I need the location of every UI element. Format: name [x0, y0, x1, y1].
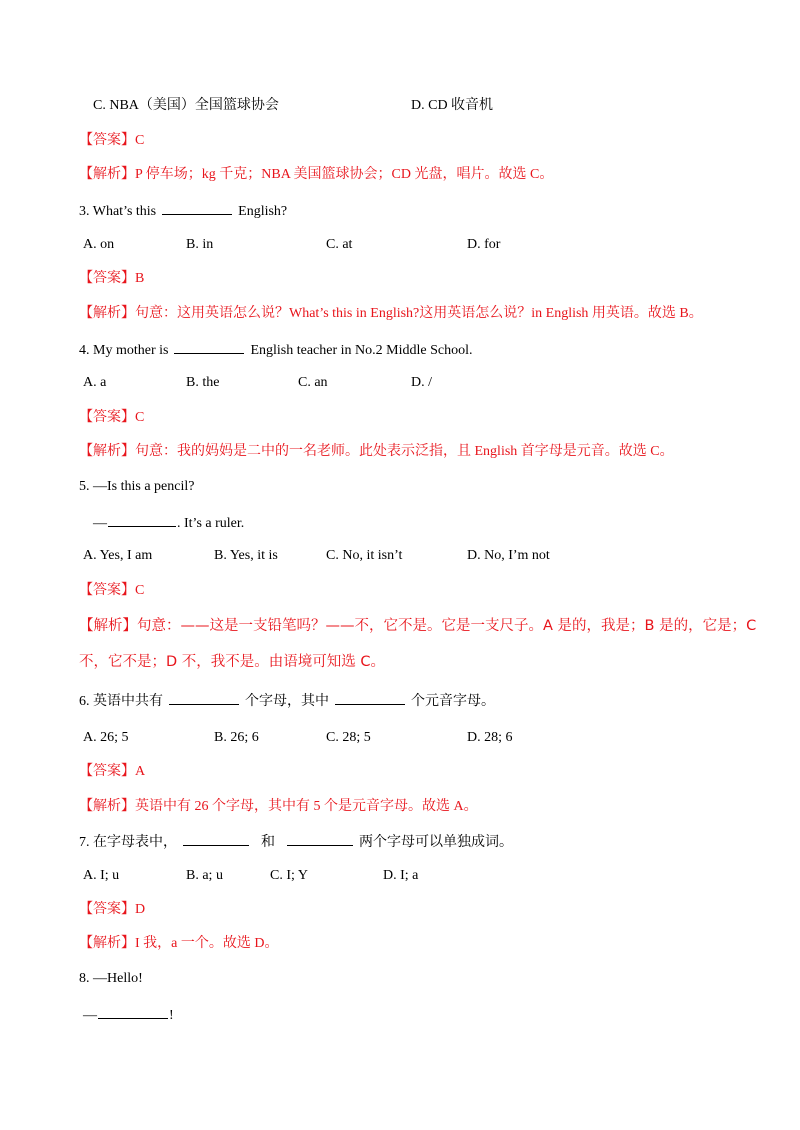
- q3-stem-start: 3. What’s this: [79, 204, 157, 219]
- q6-option-d: D. 28; 6: [467, 730, 513, 745]
- q3-option-a: A. on: [83, 237, 115, 252]
- q5-option-c: C. No, it isn’t: [326, 548, 403, 563]
- q6-stem: [79, 691, 495, 711]
- q3-stem: [79, 201, 287, 221]
- q6-analysis: 【解析】英语中有 26 个字母，其中有 5 个是元音字母。故选 A。: [79, 799, 478, 814]
- q2-option-c: C. NBA（美国）全国篮球协会: [93, 98, 279, 113]
- q5-reply: [93, 513, 244, 533]
- q8-blank: [98, 1005, 168, 1019]
- q4-option-d: D. /: [411, 375, 432, 390]
- q4-answer: 【答案】C: [79, 410, 145, 425]
- q6-stem-end: 个元音字母。: [411, 694, 495, 709]
- q4-stem-start: 4. My mother is: [79, 343, 169, 358]
- q6-blank-1: [169, 691, 239, 705]
- q8-reply-end: !: [169, 1008, 174, 1023]
- q2-option-d: D. CD 收音机: [411, 98, 494, 113]
- q7-option-b: B. a; u: [186, 868, 223, 883]
- q7-stem: [79, 832, 513, 852]
- q5-blank: [108, 513, 176, 527]
- q5-stem: 5. —Is this a pencil?: [79, 479, 195, 494]
- q5-option-b: B. Yes, it is: [214, 548, 278, 563]
- q8-reply-dash: —: [83, 1008, 97, 1023]
- q7-answer: 【答案】D: [79, 902, 146, 917]
- q5-option-d: D. No, I’m not: [467, 548, 550, 563]
- q7-option-c: C. I; Y: [270, 868, 308, 883]
- q4-blank: [174, 340, 244, 354]
- q8-reply: [83, 1005, 174, 1025]
- q7-stem-mid: 和: [261, 835, 275, 850]
- q4-stem-end: English teacher in No.2 Middle School.: [250, 343, 473, 358]
- q3-option-b: B. in: [186, 237, 214, 252]
- q6-option-a: A. 26; 5: [83, 730, 129, 745]
- q5-answer: 【答案】C: [79, 583, 145, 598]
- q6-answer: 【答案】A: [79, 764, 146, 779]
- q5-analysis-line1: 【解析】句意：——这是一支铅笔吗？——不，它不是。它是一支尺子。A 是的，我是；B 是的，它是；C: [79, 618, 757, 634]
- q4-option-a: A. a: [83, 375, 107, 390]
- q7-analysis: 【解析】I 我，a 一个。故选 D。: [79, 936, 279, 951]
- q3-option-c: C. at: [326, 237, 353, 252]
- q3-answer: 【答案】B: [79, 271, 145, 286]
- q4-stem: [79, 340, 472, 360]
- q6-option-b: B. 26; 6: [214, 730, 259, 745]
- q3-analysis: 【解析】句意：这用英语怎么说？What’s this in English?这用英语怎么说？in English 用英语。故选 B。: [79, 306, 703, 321]
- q7-stem-start: 7. 在字母表中，: [79, 835, 177, 850]
- q4-option-c: C. an: [298, 375, 328, 390]
- q7-stem-end: 两个字母可以单独成词。: [359, 835, 513, 850]
- q5-reply-end: . It’s a ruler.: [177, 516, 245, 531]
- q3-stem-end: English?: [238, 204, 288, 219]
- q6-option-c: C. 28; 5: [326, 730, 371, 745]
- q5-option-a: A. Yes, I am: [83, 548, 153, 563]
- q2-answer: 【答案】C: [79, 133, 145, 148]
- q6-blank-2: [335, 691, 405, 705]
- q7-option-d: D. I; a: [383, 868, 419, 883]
- q5-reply-dash: —: [93, 516, 107, 531]
- q7-blank-2: [287, 832, 353, 846]
- q7-option-a: A. I; u: [83, 868, 120, 883]
- q6-stem-start: 6. 英语中共有: [79, 694, 163, 709]
- q4-option-b: B. the: [186, 375, 220, 390]
- q4-analysis: 【解析】句意：我的妈妈是二中的一名老师。此处表示泛指，且 English 首字母是元音。故选 C。: [79, 444, 674, 459]
- q7-blank-1: [183, 832, 249, 846]
- q8-stem: 8. —Hello!: [79, 971, 143, 986]
- q3-option-d: D. for: [467, 237, 501, 252]
- q6-stem-mid: 个字母，其中: [245, 694, 329, 709]
- q2-analysis: 【解析】P 停车场；kg 千克；NBA 美国篮球协会；CD 光盘，唱片。故选 C。: [79, 167, 554, 182]
- q3-blank: [162, 201, 232, 215]
- q5-analysis-line2: 不，它不是；D 不，我不是。由语境可知选 C。: [79, 654, 386, 670]
